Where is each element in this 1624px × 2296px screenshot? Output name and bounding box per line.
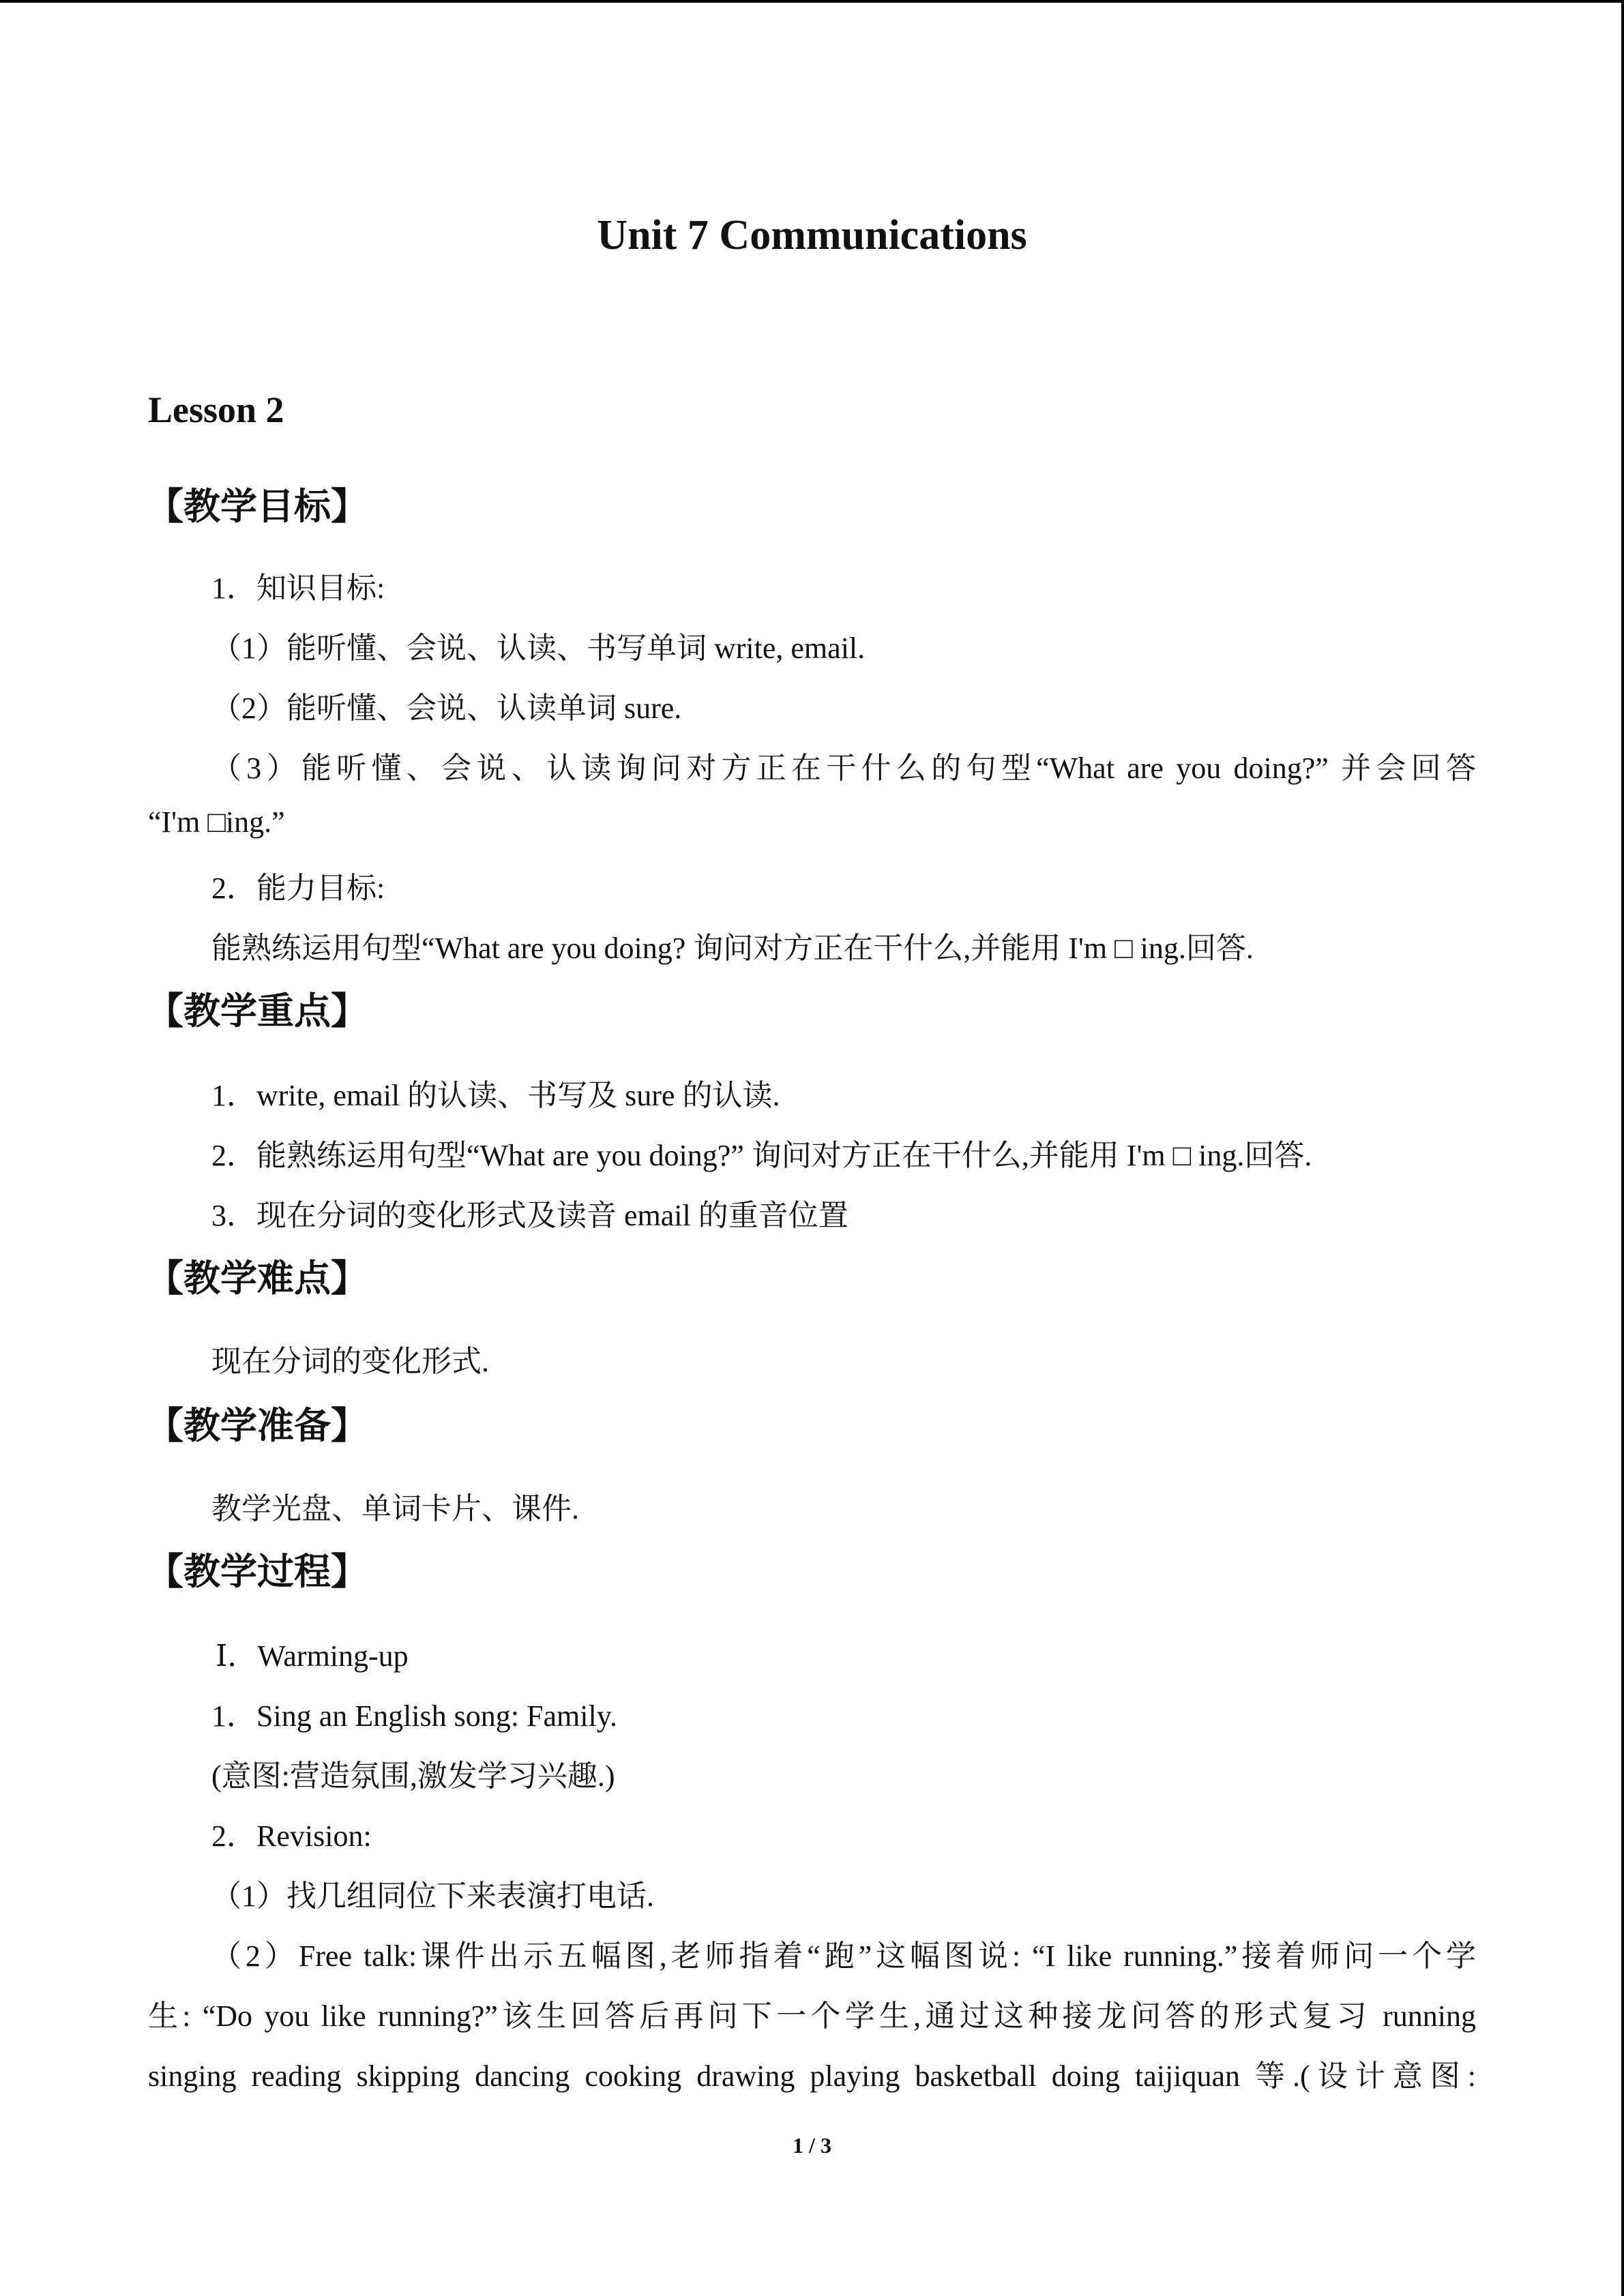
knowledge-objective-3-line2: “I'm □ing.” xyxy=(148,805,285,839)
process-item-2-2-line1: （2）Free talk:课件出示五幅图,老师指着“跑”这幅图说: “I like running.”接着师问一个学 xyxy=(211,1939,1476,1973)
process-item-1: 1．Sing an English song: Family. xyxy=(211,1699,617,1733)
knowledge-objective-2: （2）能听懂、会说、认读单词 sure. xyxy=(211,691,682,725)
page-number: 1 / 3 xyxy=(793,2133,831,2158)
page-top-border xyxy=(0,0,1624,3)
page-right-border xyxy=(1621,0,1624,2296)
ability-objective-title: 2．能力目标: xyxy=(211,871,385,905)
process-step-warming-up: Ⅰ．Warming-up xyxy=(216,1639,409,1673)
process-heading: 【教学过程】 xyxy=(147,1550,368,1593)
process-item-2: 2．Revision: xyxy=(211,1819,372,1853)
ability-objective-text: 能熟练运用句型“What are you doing? 询问对方正在干什么,并能用 I'm □ ing.回答. xyxy=(211,931,1254,965)
process-item-2-1: （1）找几组同位下来表演打电话. xyxy=(211,1879,654,1913)
process-item-1-note: (意图:营造氛围,激发学习兴趣.) xyxy=(211,1759,615,1793)
preparation-text: 教学光盘、单词卡片、课件. xyxy=(211,1492,579,1525)
preparation-heading: 【教学准备】 xyxy=(147,1404,368,1447)
process-item-2-2-line2: 生: “Do you like running?”该生回答后再问下一个学生,通过这种接龙问答的形式复习 running xyxy=(148,1999,1476,2033)
knowledge-objective-title: 1．知识目标: xyxy=(211,571,385,605)
document-title: Unit 7 Communications xyxy=(597,212,1027,258)
key-points-heading: 【教学重点】 xyxy=(147,989,368,1032)
objectives-heading: 【教学目标】 xyxy=(147,485,368,528)
key-point-1: 1．write, email 的认读、书写及 sure 的认读. xyxy=(211,1079,780,1112)
difficulties-text: 现在分词的变化形式. xyxy=(211,1345,489,1378)
knowledge-objective-1: （1）能听懂、会说、认读、书写单词 write, email. xyxy=(211,631,866,665)
process-item-2-2-line3: singing reading skipping dancing cooking drawing playing basketball doing taijiquan 等.(设计意图: xyxy=(148,2059,1476,2093)
difficulties-heading: 【教学难点】 xyxy=(147,1257,368,1300)
knowledge-objective-3-line1: （3）能听懂、会说、认读询问对方正在干什么的句型“What are you doing?” 并会回答 xyxy=(211,751,1476,785)
key-point-3: 3．现在分词的变化形式及读音 email 的重音位置 xyxy=(211,1199,848,1232)
lesson-heading: Lesson 2 xyxy=(148,389,284,430)
key-point-2: 2．能熟练运用句型“What are you doing?” 询问对方正在干什么,并能用 I'm □ ing.回答. xyxy=(211,1139,1312,1172)
